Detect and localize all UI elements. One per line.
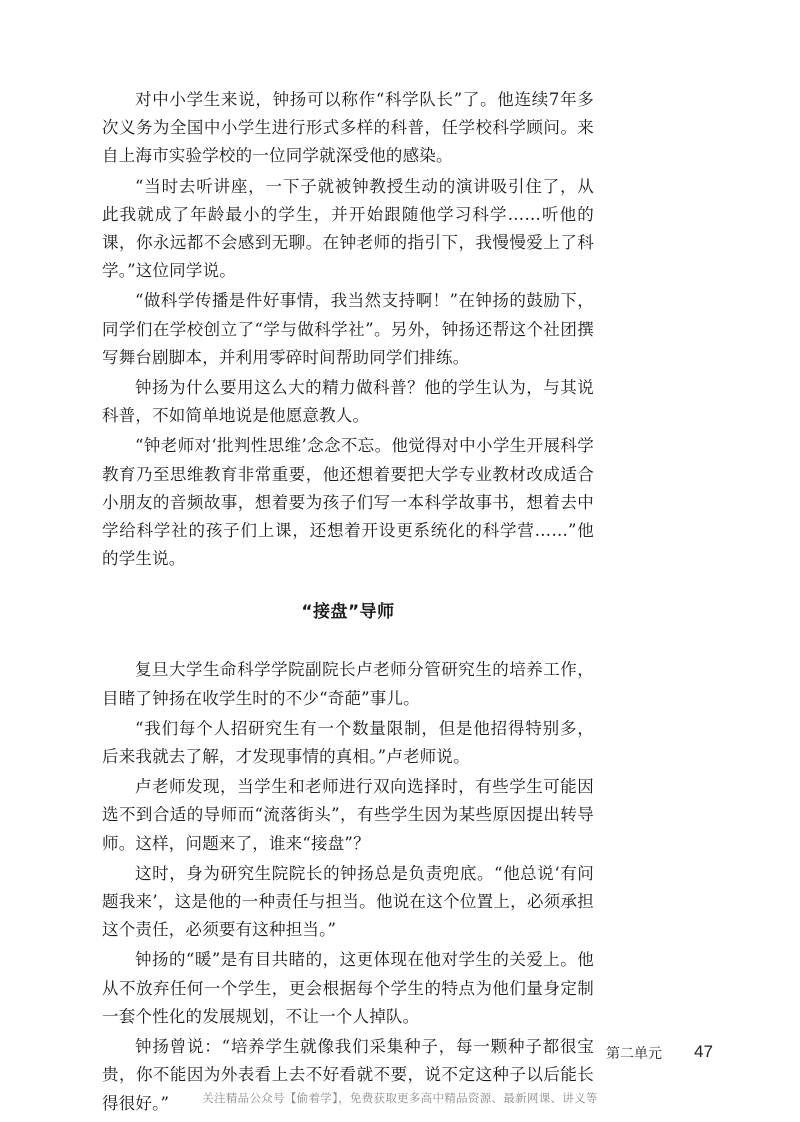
footer-unit-label: 第二单元 bbox=[606, 1046, 662, 1062]
paragraph: “钟老师对‘批判性思维’念念不忘。他觉得对中小学生开展科学教育乃至思维教育非常重要，他还想着要把大学专业教材改成适合小朋友的音频故事，想着要为孩子们写一本科学故事书，想着去中学给科学社的孩子们上课，还想着开设更系统化的科学营……”他的学生说。 bbox=[102, 436, 594, 569]
paragraph: “做科学传播是件好事情，我当然支持啊！”在钟扬的鼓励下，同学们在学校创立了“学与做科学社”。另外，钟扬还帮这个社团撰写舞台剧脚本，并利用零碎时间帮助同学们排练。 bbox=[102, 291, 594, 367]
paragraph: 卢老师发现，当学生和老师进行双向选择时，有些学生可能因选不到合适的导师而“流落街头”，有些学生因为某些原因提出转导师。这样，问题来了，谁来“接盘”？ bbox=[102, 777, 594, 853]
paragraph: 对中小学生来说，钟扬可以称作“科学队长”了。他连续7年多次义务为全国中小学生进行形式多样的科普，任学校科学顾问。来自上海市实验学校的一位同学就深受他的感染。 bbox=[102, 90, 594, 166]
page-number: 47 bbox=[694, 1042, 713, 1061]
paragraph: 这时，身为研究生院院长的钟扬总是负责兜底。“他总说‘有问题我来’，这是他的一种责任与担当。他说在这个位置上，必须承担这个责任，必须要有这种担当。” bbox=[102, 863, 594, 940]
watermark-text: 关注精品公众号【偷着学】，免费获取更多高中精品资源、最新网课、讲义等 bbox=[202, 1091, 598, 1105]
paragraph: “当时去听讲座，一下子就被钟教授生动的演讲吸引住了，从此我就成了年龄最小的学生，并开始跟随他学习科学……听他的课，你永远都不会感到无聊。在钟老师的指引下，我慢慢爱上了科学。”这位同学说。 bbox=[102, 176, 594, 281]
paragraph: 钟扬为什么要用这么大的精力做科普？他的学生认为，与其说科普，不如简单地说是他愿意教人。 bbox=[102, 378, 594, 426]
section-heading: “接盘”导师 bbox=[301, 602, 395, 623]
paragraph: 复旦大学生命科学学院副院长卢老师分管研究生的培养工作，目睹了钟扬在收学生时的不少“奇葩”事儿。 bbox=[102, 660, 594, 708]
paragraph: “我们每个人招研究生有一个数量限制，但是他招得特别多，后来我就去了解，才发现事情的真相。”卢老师说。 bbox=[102, 718, 594, 767]
paragraph: 钟扬曾说：“培养学生就像我们采集种子，每一颗种子都很宝贵，你不能因为外表看上去不好看就不要，说不定这种子以后能长得很好。” bbox=[102, 1037, 594, 1113]
paragraph: 钟扬的“暖”是有目共睹的，这更体现在他对学生的关爱上。他从不放弃任何一个学生，更会根据每个学生的特点为他们量身定制一套个性化的发展规划，不让一个人掉队。 bbox=[102, 950, 594, 1026]
body-text bbox=[102, 86, 594, 1120]
